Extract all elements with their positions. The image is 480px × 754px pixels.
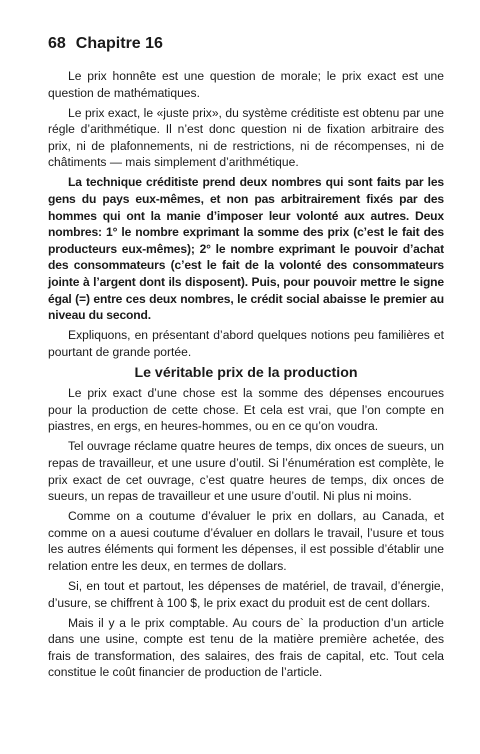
paragraph: Le prix exact d’une chose est la somme des dépenses encourues pour la production de cette chose. Et cela est vrai, que l’on compte en piastres, en ergs, en heures-hommes, ou en ce qu’on voudra.: [48, 386, 444, 434]
chapter-title: Chapitre 16: [75, 35, 163, 52]
section-heading: Le véritable prix de la production: [134, 365, 358, 382]
paragraph: Mais il y a le prix comptable. Au cours de` la production d’un article dans une usine, compte est tenu de la matière première achetée, des frais de transformation, des salaires, des frais de capital, etc. Tout cela constitue le coût financier de production de l’article.: [48, 615, 444, 680]
paragraph: Le prix honnête est une question de morale; le prix exact est une question de mathématiques.: [48, 69, 444, 100]
paragraph: Le prix exact, le «juste prix», du système créditiste est obtenu par une régle d’arithmétique. Il n’est donc question ni de fixation arbitraire des prix, ni de plafonnements, ni de restrictions, ni de récompenses, ni de châtiments — mais simplement d’arithmétique.: [48, 105, 444, 170]
paragraph: Expliquons, en présentant d’abord quelques notions peu familières et pourtant de grande portée.: [48, 328, 444, 359]
paragraph: Si, en tout et partout, les dépenses de matériel, de travail, d’énergie, d’usure, se chiffrent à 100 $, le prix exact du produit est de cent dollars.: [48, 578, 444, 610]
paragraph: Tel ouvrage réclame quatre heures de temps, dix onces de sueurs, un repas de travailleur, et une usure d’outil. Si l’énumération est complète, le prix exact de cet ouvrage, c’est quatre heures de temps, dix onces de sueurs, un repas de travailleur et une usure d’outil. Ni plus ni moins.: [48, 439, 444, 504]
bold-paragraph: La technique créditiste prend deux nombres qui sont faits par les gens du pays eux-mêmes, et non pas arbitrairement fixés par des hommes qui ont la manie d’imposer leur volonté aux autres. Deux nombres: 1° le nombre exprimant la somme des prix (c’est le fait des producteurs eux-mêmes); 2° le nombre exprimant le pouvoir d’achat des consommateurs (c’est le fait de la volonté des consommateurs jointe à l’argent dont ils disposent). Puis, pour pouvoir mettre le signe égal (=) entre ces deux nombres, le crédit social abaisse le premier au niveau du second.: [48, 175, 444, 323]
paragraph: Comme on a coutume d’évaluer le prix en dollars, au Canada, et comme on a auesi coutume d’évaluer en dollars le travail, l’usure et tous les autres éléments qui forment les dépenses, il est possible d’établir une relation entre les deux, en termes de dollars.: [48, 509, 444, 573]
book-page: [48, 34, 444, 684]
page-number: 68: [48, 35, 66, 52]
running-header: [48, 34, 444, 54]
